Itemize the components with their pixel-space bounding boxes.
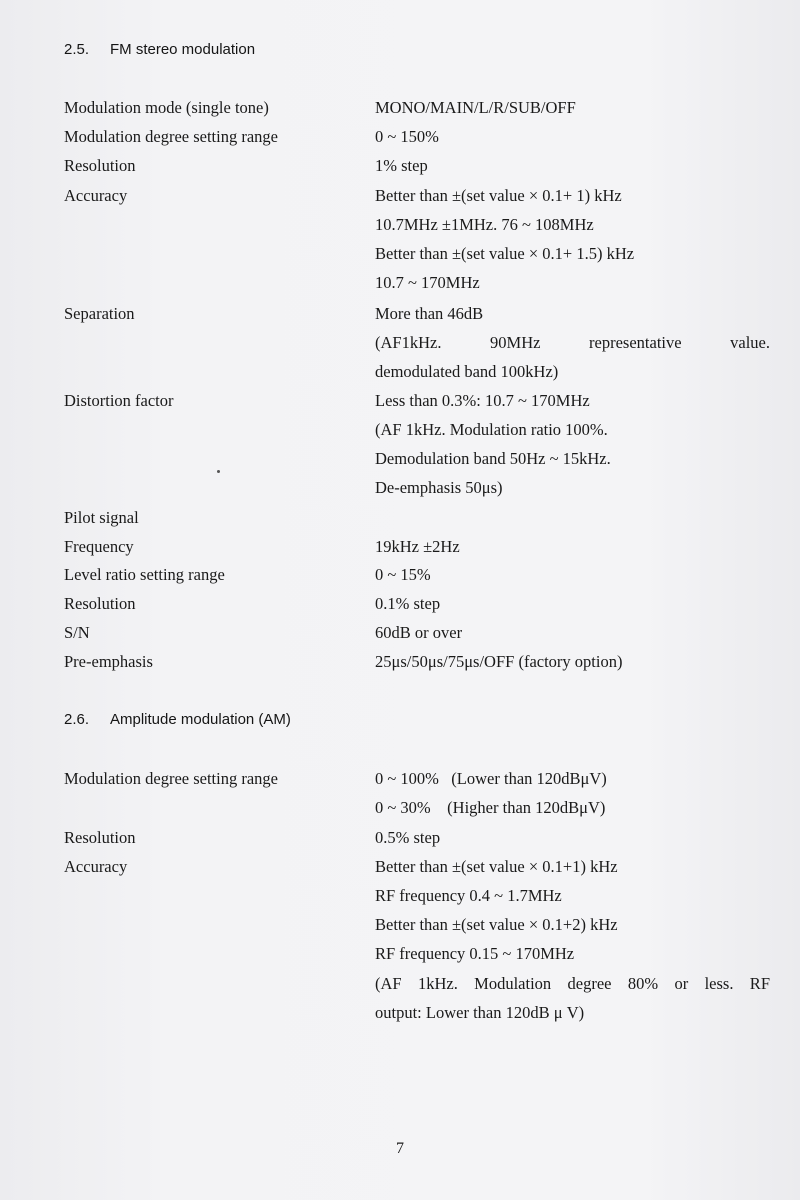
spec-row-continuation: [0, 333, 800, 362]
print-speck: [217, 470, 220, 473]
spec-label: Resolution: [64, 594, 136, 613]
spec-label: Pre-emphasis: [64, 652, 153, 671]
spec-row: [0, 98, 800, 127]
spec-row: [0, 156, 800, 185]
spec-value: MONO/MAIN/L/R/SUB/OFF: [375, 98, 576, 117]
section-number: 2.5.: [64, 41, 90, 58]
spec-value: Demodulation band 50Hz ~ 15kHz.: [375, 449, 611, 468]
spec-value: 0 ~ 30% (Higher than 120dBμV): [375, 798, 606, 817]
spec-row-continuation: [0, 420, 800, 449]
spec-row: [0, 594, 800, 623]
spec-value: output: Lower than 120dB μ V): [375, 1003, 585, 1022]
spec-value: (AF 1kHz. Modulation ratio 100%.: [375, 420, 608, 439]
spec-label: Modulation degree setting range: [64, 769, 278, 788]
spec-row-continuation: [0, 273, 800, 302]
spec-label: S/N: [64, 623, 90, 642]
spec-value: Better than ±(set value × 0.1+ 1) kHz: [375, 186, 622, 205]
spec-value: Better than ±(set value × 0.1+ 1.5) kHz: [375, 244, 635, 263]
spec-value: 25μs/50μs/75μs/OFF (factory option): [375, 652, 623, 671]
spec-row-continuation: [0, 362, 800, 391]
spec-value: RF frequency 0.4 ~ 1.7MHz: [375, 886, 562, 905]
spec-label: Distortion factor: [64, 391, 174, 410]
spec-row: [0, 769, 800, 798]
spec-row-continuation: [0, 974, 800, 1003]
spec-value: 60dB or over: [375, 623, 463, 642]
spec-row-continuation: [0, 478, 800, 507]
spec-value: demodulated band 100kHz): [375, 362, 559, 381]
spec-value: Better than ±(set value × 0.1+2) kHz: [375, 915, 618, 934]
spec-row: [0, 127, 800, 156]
spec-row-continuation: [0, 449, 800, 478]
spec-value: 0 ~ 15%: [375, 565, 431, 584]
spec-label: Pilot signal: [64, 508, 139, 527]
spec-label: Level ratio setting range: [64, 565, 225, 584]
spec-row-continuation: [0, 915, 800, 944]
spec-row: [0, 391, 800, 420]
spec-value: 10.7MHz ±1MHz. 76 ~ 108MHz: [375, 215, 594, 234]
spec-row: [0, 186, 800, 215]
spec-value: (AF1kHz. 90MHz representative value.: [375, 333, 770, 352]
page-number: 7: [396, 1140, 404, 1157]
spec-row-continuation: [0, 886, 800, 915]
spec-row-continuation: [0, 944, 800, 973]
spec-row: [0, 508, 800, 537]
spec-row: [0, 623, 800, 652]
section-heading-am: [64, 711, 291, 728]
spec-row-continuation: [0, 244, 800, 273]
spec-row-continuation: [0, 1003, 800, 1032]
spec-value: De-emphasis 50μs): [375, 478, 503, 497]
spec-label: Accuracy: [64, 857, 128, 876]
spec-label: Modulation mode (single tone): [64, 98, 269, 117]
section-heading-fm-stereo: [64, 41, 255, 58]
spec-label: Frequency: [64, 537, 134, 556]
spec-label: Accuracy: [64, 186, 128, 205]
section-title: Amplitude modulation (AM): [110, 711, 291, 728]
section-number: 2.6.: [64, 711, 90, 728]
spec-row: [0, 828, 800, 857]
spec-value: 10.7 ~ 170MHz: [375, 273, 480, 292]
spec-row-continuation: [0, 215, 800, 244]
spec-value: 0 ~ 100% (Lower than 120dBμV): [375, 769, 607, 788]
spec-label: Separation: [64, 304, 135, 323]
spec-value: 0 ~ 150%: [375, 127, 439, 146]
spec-value: (AF 1kHz. Modulation degree 80% or less. RF: [375, 974, 770, 993]
spec-label: Resolution: [64, 156, 136, 175]
spec-value: 1% step: [375, 156, 428, 175]
spec-value: 0.5% step: [375, 828, 441, 847]
spec-value: Better than ±(set value × 0.1+1) kHz: [375, 857, 618, 876]
spec-label: Modulation degree setting range: [64, 127, 278, 146]
spec-row: [0, 565, 800, 594]
section-title: FM stereo modulation: [110, 41, 256, 58]
spec-row: [0, 652, 800, 681]
spec-value: RF frequency 0.15 ~ 170MHz: [375, 944, 575, 963]
spec-label: Resolution: [64, 828, 136, 847]
spec-row-continuation: [0, 798, 800, 827]
spec-value: Less than 0.3%: 10.7 ~ 170MHz: [375, 391, 590, 410]
spec-value: More than 46dB: [375, 304, 484, 323]
spec-row: [0, 857, 800, 886]
spec-row: [0, 304, 800, 333]
spec-value: 19kHz ±2Hz: [375, 537, 460, 556]
spec-row: [0, 537, 800, 566]
spec-value: 0.1% step: [375, 594, 441, 613]
